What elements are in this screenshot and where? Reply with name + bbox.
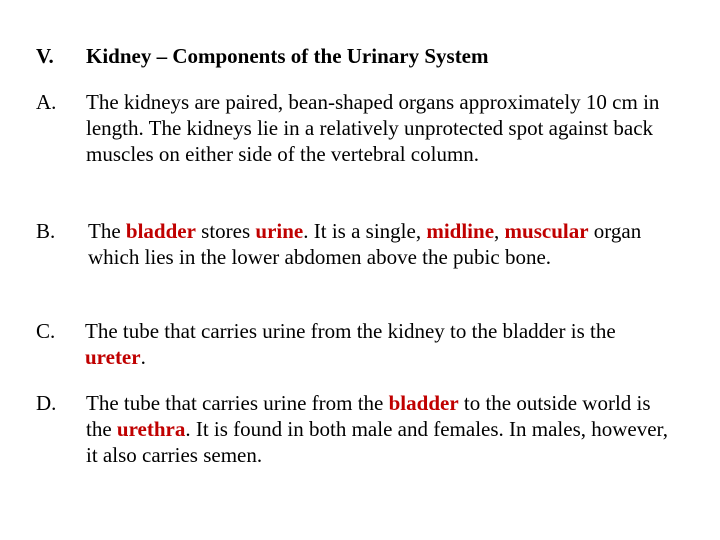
keyword-midline: midline [426,219,495,243]
item-b-text [88,218,678,270]
keyword-ureter: ureter [85,345,141,369]
keyword-urine: urine [255,219,304,243]
item-b-text-part: The [88,219,126,243]
item-b-marker: B. [36,219,56,243]
keyword-urethra: urethra [116,417,186,441]
heading-marker: V. [36,44,54,68]
keyword-bladder: bladder [125,219,196,243]
item-b-text-part: stores [195,219,256,243]
item-a-marker: A. [36,90,57,114]
heading-title: Kidney – Components of the Urinary System [86,44,489,68]
item-d-marker: D. [36,391,57,415]
item-c-marker: C. [36,319,56,343]
keyword-muscular: muscular [504,219,589,243]
item-c-text-part: . [140,345,146,369]
item-d-text-part: to the outside world is the [86,391,651,441]
keyword-bladder: bladder [388,391,459,415]
item-d-text [86,390,676,468]
item-b-text-part: organ which lies in the lower abdomen above the pubic bone. [88,219,642,269]
item-d-text-part: The tube that carries urine from the [86,391,389,415]
item-c-text [85,318,675,370]
item-b-text-part: , [494,219,505,243]
item-b-text-part: . It is a single, [303,219,427,243]
item-d-text-part: . It is found in both male and females. In males, however, it also carries semen. [86,417,668,467]
item-a-text: The kidneys are paired, bean-shaped organs approximately 10 cm in length. The kidneys lie in a relatively unprotected spot against back muscles on either side of the vertebral column. [86,90,660,166]
item-c-text-part: The tube that carries urine from the kidney to the bladder is the [85,319,616,343]
